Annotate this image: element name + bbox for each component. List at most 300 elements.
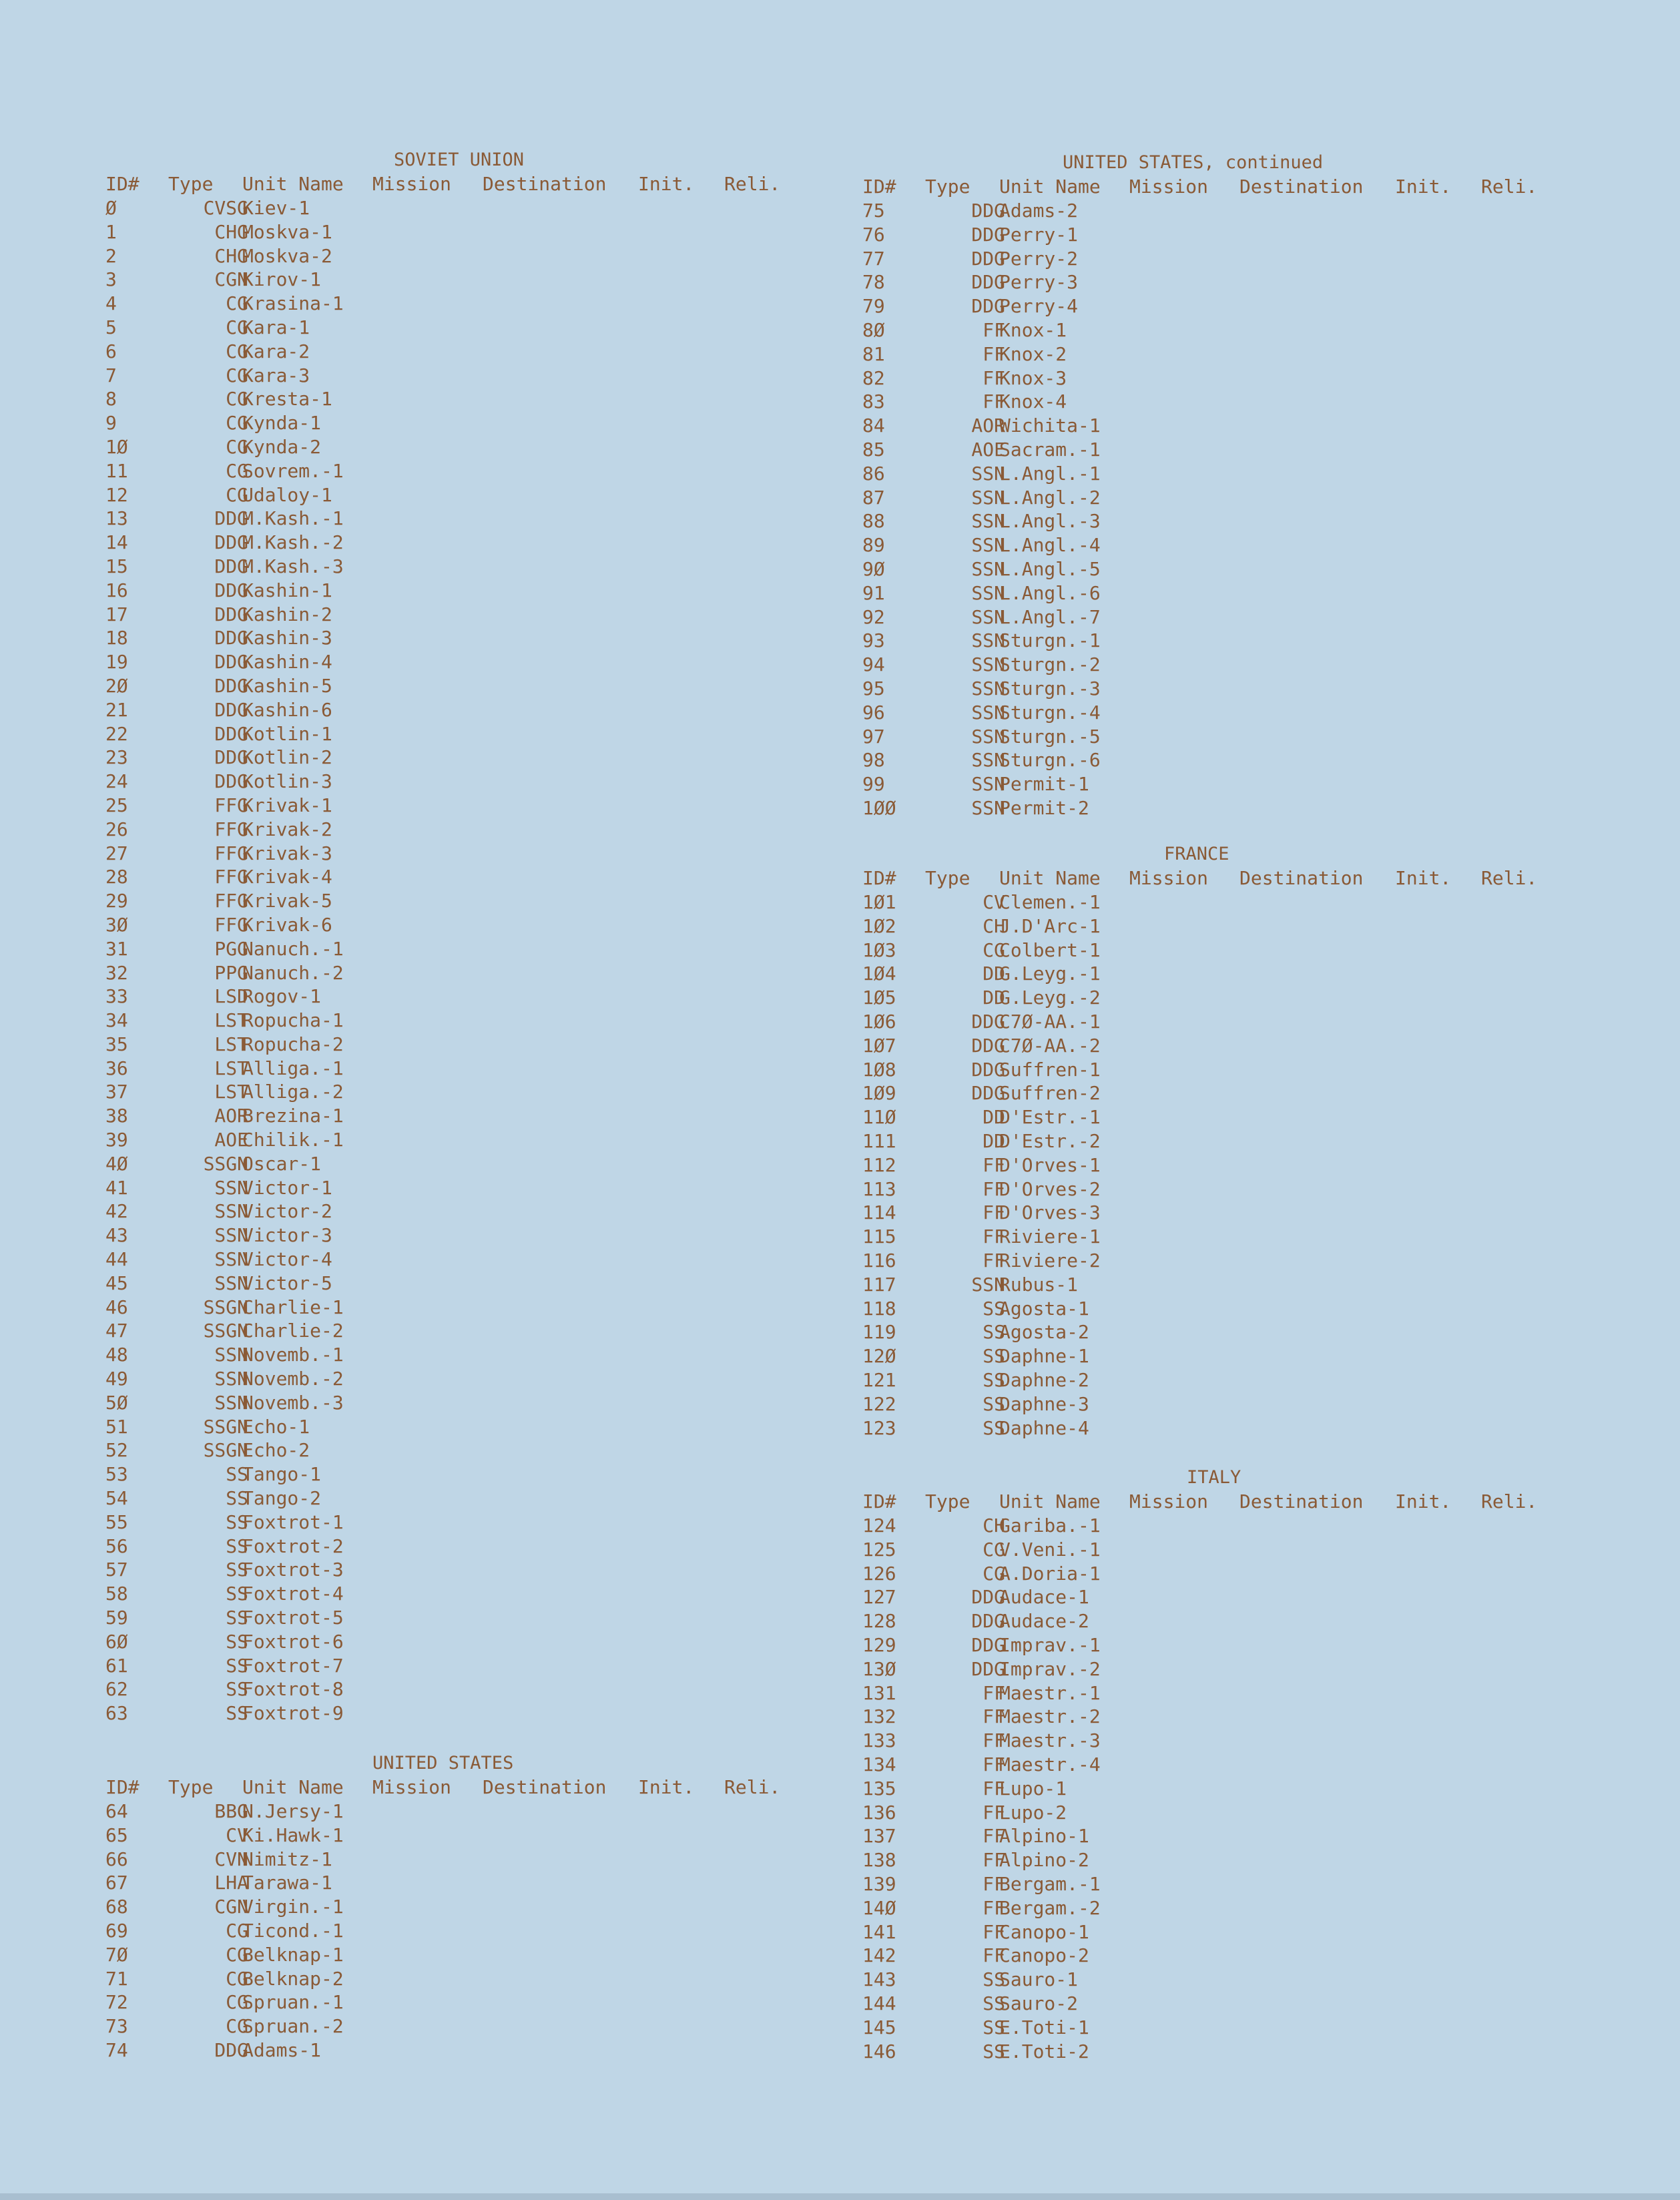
unit-name: Sturgn.-1 <box>999 629 1101 652</box>
unit-type: FF <box>983 1153 1005 1176</box>
unit-id: 57 <box>105 1559 128 1581</box>
unit-type: SS <box>983 1392 1005 1415</box>
unit-id: 18 <box>105 627 128 649</box>
unit-id: 122 <box>862 1392 896 1415</box>
unit-name: Foxtrot-9 <box>242 1702 344 1725</box>
unit-type: DDG <box>971 271 1005 294</box>
unit-name: Kara-3 <box>242 364 310 386</box>
unit-name: L.Angl.-2 <box>999 486 1101 509</box>
unit-name: Riviere-1 <box>999 1225 1101 1248</box>
unit-type: DDG <box>971 1034 1005 1057</box>
unit-id: 121 <box>862 1368 896 1391</box>
unit-id: 75 <box>862 200 885 222</box>
unit-type: LST <box>214 1009 248 1032</box>
unit-name: Perry-2 <box>999 247 1079 270</box>
unit-name: Moskva-1 <box>242 220 332 243</box>
unit-id: 69 <box>105 1919 128 1942</box>
unit-name: Rogov-1 <box>242 985 322 1008</box>
unit-type: SS <box>983 1968 1005 1991</box>
section-title: UNITED STATES, continued <box>1063 152 1324 173</box>
unit-id: 9 <box>105 412 117 435</box>
unit-id: 54 <box>105 1487 128 1510</box>
unit-type: DDG <box>214 651 248 673</box>
unit-id: 112 <box>862 1153 896 1176</box>
unit-id: 58 <box>105 1583 128 1605</box>
unit-id: 3 <box>105 268 117 291</box>
section-title: SOVIET UNION <box>394 150 525 170</box>
unit-id: 1 <box>105 220 117 243</box>
unit-id: 2 <box>105 244 117 267</box>
unit-id: 139 <box>862 1872 896 1895</box>
unit-type: SSGN <box>203 1415 248 1438</box>
unit-name: J.D'Arc-1 <box>999 914 1101 937</box>
unit-type: DDG <box>214 698 248 721</box>
unit-type: CVSG <box>203 197 248 219</box>
unit-type: LST <box>214 1033 248 1055</box>
destination-column-header: Destination <box>483 173 607 195</box>
unit-id: 95 <box>862 677 885 700</box>
unit-type: SSGN <box>203 1320 248 1342</box>
unit-type: CG <box>226 2015 248 2038</box>
unit-id: 25 <box>105 794 128 816</box>
unit-name: Bergam.-1 <box>999 1872 1101 1895</box>
id-column-header: ID# <box>862 1490 896 1512</box>
unit-name: Udaloy-1 <box>242 483 332 506</box>
unit-name-column-header: Unit Name <box>242 173 344 195</box>
id-column-header: ID# <box>862 867 896 889</box>
unit-name: L.Angl.-4 <box>999 534 1101 557</box>
unit-name: Kynda-2 <box>242 435 322 458</box>
unit-name: Sacram.-1 <box>999 438 1101 461</box>
unit-id: 97 <box>862 725 885 748</box>
unit-id: 111 <box>862 1129 896 1152</box>
unit-type: FF <box>983 1896 1005 1919</box>
unit-type: AOR <box>214 1105 248 1127</box>
unit-id: 76 <box>862 223 885 246</box>
unit-name: Sturgn.-3 <box>999 677 1101 700</box>
unit-name-column-header: Unit Name <box>242 1776 344 1798</box>
unit-type: CG <box>226 388 248 410</box>
unit-name: Oscar-1 <box>242 1152 322 1175</box>
unit-name: Brezina-1 <box>242 1105 344 1127</box>
unit-name: Perry-3 <box>999 271 1079 294</box>
unit-name: Tango-2 <box>242 1487 322 1510</box>
unit-type: DDG <box>214 722 248 745</box>
unit-type: DDG <box>971 200 1005 222</box>
unit-name: Suffren-1 <box>999 1058 1101 1081</box>
unit-id: 29 <box>105 890 128 912</box>
unit-name: Novemb.-2 <box>242 1368 344 1390</box>
unit-name: Wichita-1 <box>999 415 1101 437</box>
reli-column-header: Reli. <box>1481 176 1538 198</box>
unit-id: 31 <box>105 937 128 960</box>
unit-name: Victor-4 <box>242 1248 332 1271</box>
unit-name: G.Leyg.-1 <box>999 962 1101 985</box>
unit-name: Adams-2 <box>999 200 1079 222</box>
unit-type: CG <box>226 292 248 315</box>
unit-id: 39 <box>105 1129 128 1151</box>
unit-type: DDG <box>971 1657 1005 1680</box>
unit-type: CG <box>226 1919 248 1942</box>
unit-id: 32 <box>105 961 128 984</box>
unit-type: FF <box>983 318 1005 341</box>
unit-type: DD <box>983 962 1005 985</box>
unit-id: 1Ø5 <box>862 987 896 1009</box>
unit-name: Knox-4 <box>999 390 1067 413</box>
unit-id: 1Ø7 <box>862 1034 896 1057</box>
unit-name: Foxtrot-6 <box>242 1630 344 1653</box>
unit-id: 2Ø <box>105 674 128 697</box>
unit-name: Foxtrot-3 <box>242 1559 344 1581</box>
unit-type: SS <box>226 1654 248 1677</box>
unit-type: CHG <box>214 244 248 267</box>
mission-column-header: Mission <box>1129 176 1209 198</box>
unit-name: Echo-1 <box>242 1415 310 1438</box>
unit-id: 94 <box>862 653 885 676</box>
unit-id: 11Ø <box>862 1106 896 1129</box>
unit-type: SSN <box>214 1344 248 1366</box>
unit-type: SSGN <box>203 1296 248 1318</box>
unit-name: Kotlin-2 <box>242 746 332 769</box>
unit-name: Imprav.-2 <box>999 1657 1101 1680</box>
unit-type: DDG <box>971 247 1005 270</box>
mission-column-header: Mission <box>1129 867 1209 889</box>
destination-column-header: Destination <box>1239 1490 1364 1512</box>
unit-name: Kashin-6 <box>242 698 332 721</box>
unit-id: 1Ø9 <box>862 1082 896 1105</box>
unit-name: Sturgn.-4 <box>999 701 1101 724</box>
unit-id: 135 <box>862 1777 896 1800</box>
unit-type: SSN <box>971 462 1005 485</box>
unit-name: Kresta-1 <box>242 388 332 410</box>
unit-id: 53 <box>105 1463 128 1486</box>
unit-name: Alliga.-1 <box>242 1057 344 1079</box>
destination-column-header: Destination <box>1239 867 1364 889</box>
unit-id: 48 <box>105 1344 128 1366</box>
unit-id: 145 <box>862 2016 896 2038</box>
unit-id: 73 <box>105 2015 128 2038</box>
unit-id: 17 <box>105 603 128 625</box>
unit-name: M.Kash.-3 <box>242 555 344 577</box>
unit-type: PPG <box>214 961 248 984</box>
unit-type: LST <box>214 1081 248 1103</box>
unit-type: DDG <box>214 603 248 625</box>
unit-type: DDG <box>214 579 248 601</box>
unit-type: FFG <box>214 842 248 864</box>
unit-name: Clemen.-1 <box>999 891 1101 913</box>
unit-type: DDG <box>214 2038 248 2061</box>
unit-id: 85 <box>862 438 885 461</box>
unit-id: 78 <box>862 271 885 294</box>
unit-id: 134 <box>862 1753 896 1775</box>
unit-type: FF <box>983 390 1005 413</box>
unit-type: DD <box>983 987 1005 1009</box>
unit-type: CV <box>226 1824 248 1846</box>
unit-type: CHG <box>214 220 248 243</box>
unit-type: SS <box>983 1297 1005 1320</box>
unit-name: Daphne-1 <box>999 1345 1089 1368</box>
unit-name: Knox-1 <box>999 318 1067 341</box>
unit-id: 146 <box>862 2040 896 2062</box>
unit-name: Kynda-1 <box>242 412 322 435</box>
unit-type: FF <box>983 1225 1005 1248</box>
init-column-header: Init. <box>638 1776 695 1798</box>
unit-id: 144 <box>862 1992 896 2014</box>
unit-type: LST <box>214 1057 248 1079</box>
unit-type: CVN <box>214 1848 248 1870</box>
unit-type: SS <box>226 1559 248 1581</box>
section-title: ITALY <box>1187 1467 1241 1488</box>
unit-id: 119 <box>862 1321 896 1344</box>
unit-name: Sturgn.-2 <box>999 653 1101 676</box>
unit-id: 61 <box>105 1654 128 1677</box>
section-title: FRANCE <box>1164 844 1229 864</box>
unit-id: 8Ø <box>862 318 885 341</box>
unit-type: SS <box>226 1630 248 1653</box>
unit-id: 15 <box>105 555 128 577</box>
unit-name: G.Leyg.-2 <box>999 987 1101 1009</box>
unit-name: A.Doria-1 <box>999 1562 1101 1585</box>
unit-type: SSN <box>971 796 1005 819</box>
unit-id: 49 <box>105 1368 128 1390</box>
unit-type: SS <box>226 1510 248 1533</box>
unit-type: SSN <box>971 605 1005 628</box>
unit-name: Krivak-4 <box>242 866 332 888</box>
unit-type: CG <box>226 483 248 506</box>
type-column-header: Type <box>925 1490 970 1512</box>
unit-type: FF <box>983 1249 1005 1272</box>
unit-name: Kashin-1 <box>242 579 332 601</box>
unit-type: FF <box>983 1705 1005 1728</box>
unit-type: DDG <box>971 1633 1005 1656</box>
unit-name: Nimitz-1 <box>242 1848 332 1870</box>
unit-type: DDG <box>214 674 248 697</box>
unit-type: DD <box>983 1129 1005 1152</box>
unit-type: SSN <box>971 677 1005 700</box>
unit-id: 131 <box>862 1681 896 1704</box>
unit-id: 21 <box>105 698 128 721</box>
unit-type: SS <box>983 1368 1005 1391</box>
unit-name: Krivak-2 <box>242 818 332 840</box>
unit-id: 51 <box>105 1415 128 1438</box>
unit-name: Sauro-1 <box>999 1968 1079 1991</box>
unit-name: Novemb.-3 <box>242 1391 344 1414</box>
unit-type: CGN <box>214 268 248 291</box>
unit-name: Lupo-2 <box>999 1801 1067 1824</box>
unit-type: LSD <box>214 985 248 1008</box>
unit-name: Maestr.-4 <box>999 1753 1101 1775</box>
unit-name: Victor-1 <box>242 1176 332 1199</box>
unit-id: 117 <box>862 1273 896 1296</box>
unit-id: 3Ø <box>105 913 128 936</box>
unit-type: FF <box>983 1825 1005 1848</box>
unit-id: Ø <box>105 197 117 219</box>
unit-name: D'Orves-1 <box>999 1153 1101 1176</box>
unit-id: 79 <box>862 295 885 318</box>
unit-type: CH <box>983 914 1005 937</box>
unit-type: FF <box>983 366 1005 389</box>
reli-column-header: Reli. <box>1481 867 1538 889</box>
unit-id: 93 <box>862 629 885 652</box>
unit-type: DDG <box>971 223 1005 246</box>
unit-id: 87 <box>862 486 885 509</box>
unit-name: Victor-2 <box>242 1200 332 1223</box>
unit-type: SSN <box>214 1391 248 1414</box>
unit-name: Kashin-5 <box>242 674 332 697</box>
unit-name: D'Orves-2 <box>999 1177 1101 1200</box>
unit-type: SSN <box>971 486 1005 509</box>
unit-id: 83 <box>862 390 885 413</box>
unit-name: Spruan.-2 <box>242 2015 344 2038</box>
unit-name: Sauro-2 <box>999 1992 1079 2014</box>
init-column-header: Init. <box>638 173 695 195</box>
unit-id: 98 <box>862 749 885 772</box>
unit-name: Charlie-1 <box>242 1296 344 1318</box>
unit-type: SSN <box>214 1368 248 1390</box>
unit-id: 66 <box>105 1848 128 1870</box>
unit-type: FF <box>983 1801 1005 1824</box>
unit-name: M.Kash.-1 <box>242 507 344 530</box>
unit-type: CG <box>226 435 248 458</box>
unit-name: Agosta-1 <box>999 1297 1089 1320</box>
unit-id: 64 <box>105 1800 128 1822</box>
unit-name: E.Toti-1 <box>999 2016 1089 2038</box>
unit-type: CGN <box>214 1896 248 1918</box>
unit-id: 124 <box>862 1515 896 1537</box>
unit-name: Kotlin-3 <box>242 770 332 793</box>
unit-type: SS <box>226 1583 248 1605</box>
unit-id: 45 <box>105 1272 128 1294</box>
unit-type: FF <box>983 1753 1005 1775</box>
unit-id: 12Ø <box>862 1345 896 1368</box>
unit-name: Daphne-3 <box>999 1392 1089 1415</box>
unit-id: 1Ø2 <box>862 914 896 937</box>
unit-name: Agosta-2 <box>999 1321 1089 1344</box>
unit-id: 92 <box>862 605 885 628</box>
unit-name: Kara-2 <box>242 340 310 362</box>
unit-id: 63 <box>105 1702 128 1725</box>
unit-name: Alpino-1 <box>999 1825 1089 1848</box>
unit-type: DDG <box>971 1586 1005 1609</box>
unit-id: 132 <box>862 1705 896 1728</box>
unit-type: DD <box>983 1106 1005 1129</box>
destination-column-header: Destination <box>1239 176 1364 198</box>
unit-name: Nanuch.-2 <box>242 961 344 984</box>
unit-name: M.Kash.-2 <box>242 531 344 554</box>
unit-id: 137 <box>862 1825 896 1848</box>
unit-type: SS <box>983 1416 1005 1439</box>
unit-id: 16 <box>105 579 128 601</box>
unit-type: FF <box>983 1849 1005 1872</box>
unit-name: Rubus-1 <box>999 1273 1079 1296</box>
unit-id: 138 <box>862 1849 896 1872</box>
unit-id: 56 <box>105 1535 128 1557</box>
unit-name: Permit-2 <box>999 796 1089 819</box>
unit-name: Virgin.-1 <box>242 1896 344 1918</box>
unit-type: CG <box>983 1562 1005 1585</box>
unit-type: CG <box>983 938 1005 961</box>
unit-type: FFG <box>214 866 248 888</box>
unit-id: 141 <box>862 1920 896 1943</box>
unit-id: 36 <box>105 1057 128 1079</box>
init-column-header: Init. <box>1395 867 1452 889</box>
unit-name-column-header: Unit Name <box>999 1490 1101 1512</box>
unit-id: 1Ø6 <box>862 1010 896 1033</box>
unit-name: Ticond.-1 <box>242 1919 344 1942</box>
unit-id: 46 <box>105 1296 128 1318</box>
unit-id: 89 <box>862 534 885 557</box>
reli-column-header: Reli. <box>1481 1490 1538 1512</box>
unit-name-column-header: Unit Name <box>999 867 1101 889</box>
unit-type: CG <box>226 1991 248 2014</box>
unit-id: 86 <box>862 462 885 485</box>
unit-type: SS <box>983 1321 1005 1344</box>
unit-type: SS <box>226 1463 248 1486</box>
unit-type: SSN <box>214 1272 248 1294</box>
unit-name: N.Jersy-1 <box>242 1800 344 1822</box>
unit-type: SSN <box>971 557 1005 580</box>
unit-name: Maestr.-1 <box>999 1681 1101 1704</box>
unit-type: SS <box>226 1487 248 1510</box>
unit-id: 33 <box>105 985 128 1008</box>
paper-bottom-edge <box>0 2193 1680 2200</box>
unit-name: Audace-1 <box>999 1586 1089 1609</box>
unit-name: L.Angl.-5 <box>999 557 1101 580</box>
unit-type: CG <box>226 1943 248 1966</box>
unit-id: 82 <box>862 366 885 389</box>
unit-type: FFG <box>214 913 248 936</box>
unit-name: Ropucha-2 <box>242 1033 344 1055</box>
unit-name: Maestr.-2 <box>999 1705 1101 1728</box>
unit-id: 143 <box>862 1968 896 1991</box>
unit-name: D'Orves-3 <box>999 1201 1101 1224</box>
unit-type: AOR <box>971 415 1005 437</box>
unit-id: 116 <box>862 1249 896 1272</box>
unit-id: 96 <box>862 701 885 724</box>
unit-name: Kashin-4 <box>242 651 332 673</box>
unit-id: 1Ø8 <box>862 1058 896 1081</box>
unit-id: 14Ø <box>862 1896 896 1919</box>
unit-name: C7Ø-AA.-1 <box>999 1010 1101 1033</box>
type-column-header: Type <box>925 867 970 889</box>
unit-name: Tango-1 <box>242 1463 322 1486</box>
unit-type: BBG <box>214 1800 248 1822</box>
unit-id: 5Ø <box>105 1391 128 1414</box>
unit-name: Spruan.-1 <box>242 1991 344 2014</box>
unit-type: FFG <box>214 818 248 840</box>
unit-name: Alliga.-2 <box>242 1081 344 1103</box>
unit-id: 7Ø <box>105 1943 128 1966</box>
unit-name-column-header: Unit Name <box>999 176 1101 198</box>
unit-id: 55 <box>105 1510 128 1533</box>
unit-name: Tarawa-1 <box>242 1872 332 1894</box>
unit-type: FF <box>983 1681 1005 1704</box>
unit-name: Foxtrot-8 <box>242 1678 344 1701</box>
unit-id: 1Ø3 <box>862 938 896 961</box>
unit-type: SSGN <box>203 1439 248 1462</box>
unit-type: SS <box>983 2040 1005 2062</box>
unit-id: 6 <box>105 340 117 362</box>
unit-name: Belknap-2 <box>242 1967 344 1990</box>
unit-type: FF <box>983 1777 1005 1800</box>
unit-name: Permit-1 <box>999 773 1089 796</box>
unit-type: SSN <box>971 534 1005 557</box>
unit-id: 34 <box>105 1009 128 1032</box>
unit-type: SSGN <box>203 1152 248 1175</box>
unit-id: 9Ø <box>862 557 885 580</box>
unit-id: 4 <box>105 292 117 315</box>
unit-type: FF <box>983 1872 1005 1895</box>
